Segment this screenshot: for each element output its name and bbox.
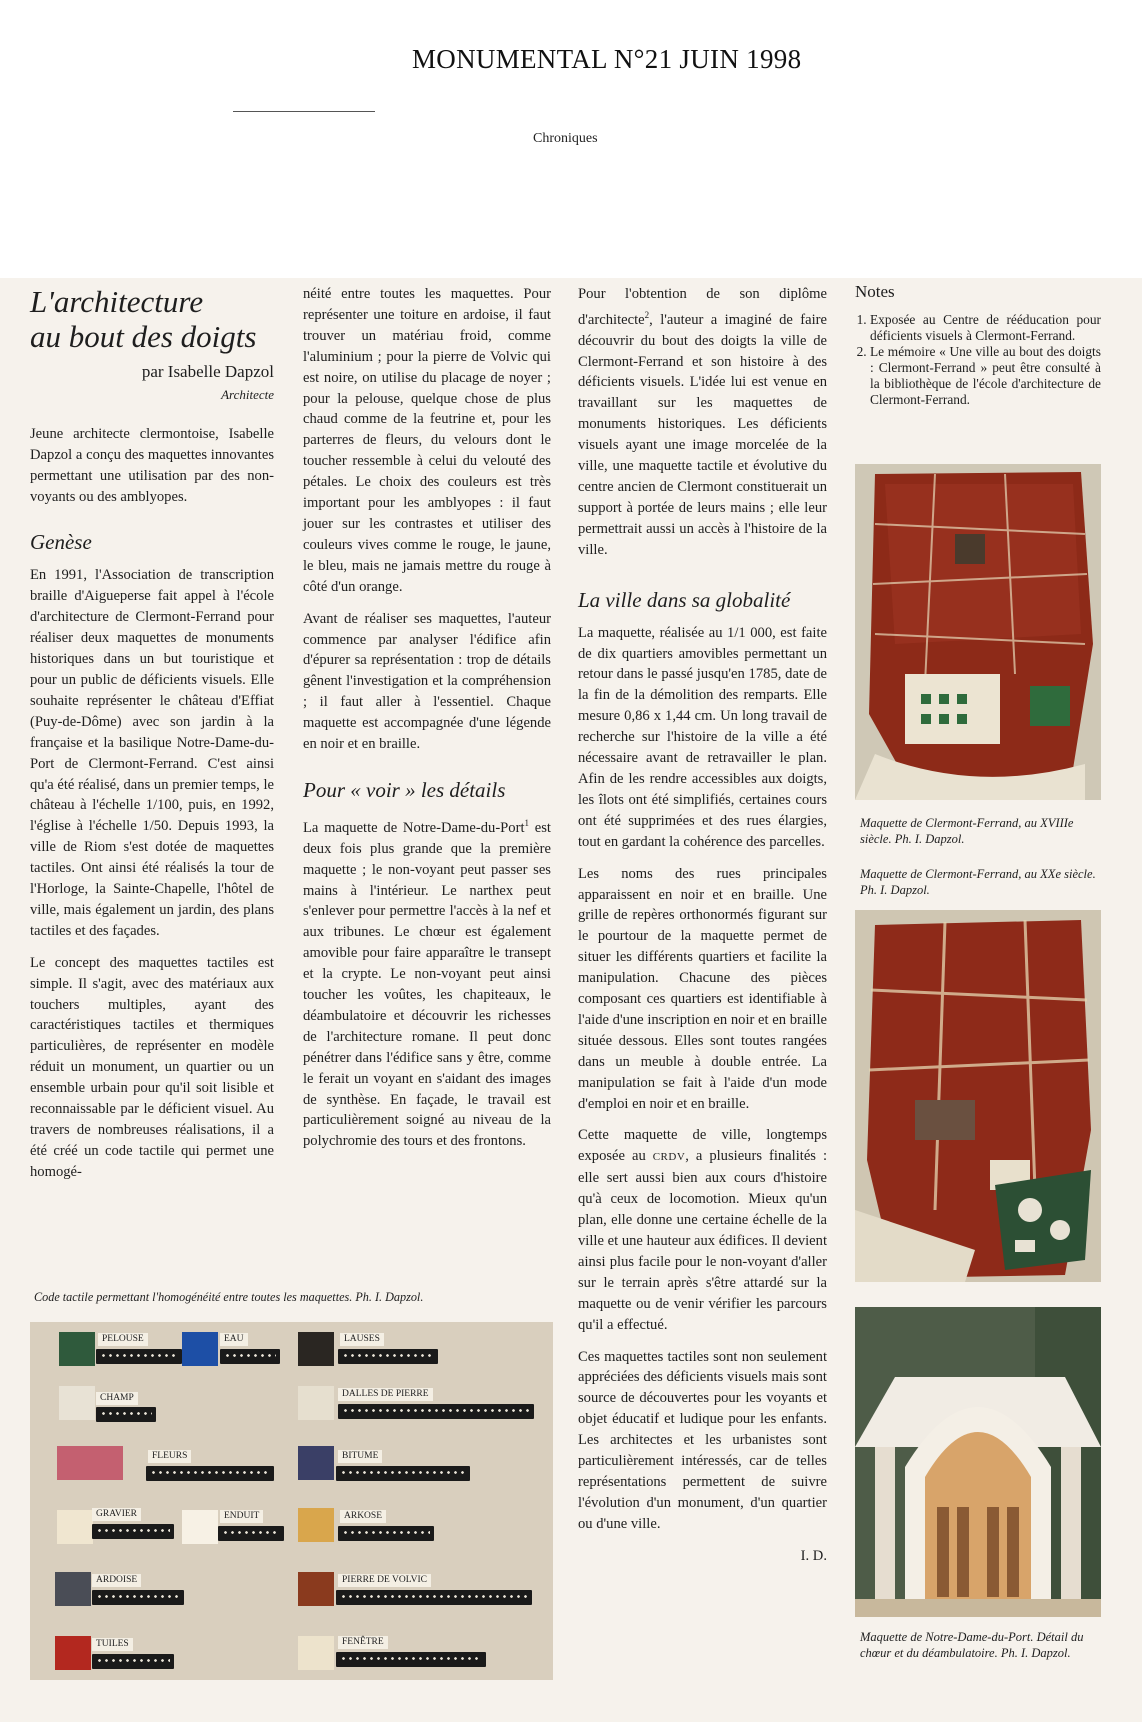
- notes-block: [855, 282, 1101, 408]
- chapel-model-image: [855, 1307, 1101, 1617]
- heading-ville: La ville dans sa globalité: [578, 587, 791, 612]
- article-title-line-1: L'architecture: [30, 284, 204, 319]
- note-1: 1. Exposée au Centre de rééducation pour déficients visuels à Clermont-Ferrand.: [870, 312, 1101, 344]
- paragraph-9-start: Cette maquette de ville, longtemps exposée au: [578, 1127, 827, 1165]
- paragraph-6-start: Pour l'obtention de son diplôme d'architecte: [578, 286, 827, 328]
- paragraph-1: En 1991, l'Association de transcription braille d'Aigueperse fait appel à l'école d'architecture de Clermont-Ferrand pour réaliser deux maquettes de monuments historiques dans un but touristique et pour un public de déficients visuels. Elle souhaite représenter le château d'Effiat (Puy-de-Dôme) avec son jardin à la française et la basilique Notre-Dame-du-Port de Clermont-Ferrand. C'est ainsi qu'a été réalisé, dans un premier temps, le château à l'échelle 1/100, puis, en 1992, l'église à l'échelle 1/50. Depuis 1993, la ville de Riom s'est dotée de maquettes tactiles. Ont ainsi été réalisés la tour de l'Horloge, la Sainte-Chapelle, l'hôtel de ville, mais également un jardin, des plans tactiles et des façades.: [30, 567, 274, 939]
- notes-list: [855, 312, 1101, 408]
- photo-notre-dame-du-port: [855, 1307, 1101, 1617]
- braille-enduit: [218, 1526, 284, 1541]
- braille-champ: [96, 1407, 156, 1422]
- label-fleurs: FLEURS: [148, 1450, 191, 1463]
- paragraph-6-rest: , l'auteur a imaginé de faire découvrir du bout des doigts la ville de Clermont-Ferrand et son histoire à des déficients visuels. L'idée lui est venue en travaillant sur les maquettes de monuments historiques. Les déficients visuels ayant une image morcelée de la ville, une maquette tactile et évolutive du centre ancien de Clermont constituerait un support à portée de leurs mains ; elle leur permettrait aussi un accès à l'histoire de la ville.: [578, 311, 827, 558]
- braille-bitume: [336, 1466, 470, 1481]
- swatch-ardoise: [55, 1572, 91, 1606]
- column-3: [578, 284, 827, 1567]
- swatch-pelouse: [59, 1332, 95, 1366]
- label-pierre-de-volvic: PIERRE DE VOLVIC: [338, 1574, 431, 1587]
- article-title: [30, 284, 274, 354]
- header-rule: [233, 111, 375, 112]
- swatch-gravier: [57, 1510, 93, 1544]
- footnote-ref-2: 2: [644, 309, 650, 320]
- note-2: 2. Le mémoire « Une ville au bout des doigts : Clermont-Ferrand » peut être consulté à la bibliothèque de l'école d'architecture de Clermont-Ferrand.: [870, 344, 1101, 408]
- braille-eau: [220, 1349, 280, 1364]
- paragraph-9-rest: , a plusieurs finalités : elle sert aussi bien aux cours d'histoire qu'à ceux de locomotion. Mieux qu'un plan, elle donne une certaine échelle de la ville et une hauteur aux édifices. Il devient ainsi plus facile pour le non-voyant d'aller sur le terrain après s'être attardé sur la maquette ou de venir vérifier les parcours qu'il a effectué.: [578, 1148, 827, 1333]
- caption-chapel: Maquette de Notre-Dame-du-Port. Détail du chœur et du déambulatoire. Ph. I. Dapzol.: [860, 1630, 1084, 1660]
- author-role: Architecte: [221, 386, 274, 402]
- signature: I. D.: [800, 1547, 827, 1564]
- swatch-champ: [59, 1386, 95, 1420]
- paragraph-10: Ces maquettes tactiles sont non seulement appréciées des déficients visuels mais sont source de découvertes pour les voyants et objet éducatif et ludique pour les enfants. Les architectes et les urbanistes sont particulièrement intéressés, car de telles représentations permettent de suivre l'évolution d'un monument, d'un quartier ou d'une ville.: [578, 1348, 827, 1532]
- swatch-eau: [182, 1332, 218, 1366]
- intro-paragraph: Jeune architecte clermontoise, Isabelle Dapzol a conçu des maquettes innovantes permettant une utilisation par des non-voyants ou des amblyopes.: [30, 425, 274, 505]
- label-arkose: ARKOSE: [340, 1510, 386, 1523]
- paragraph-7: La maquette, réalisée au 1/1 000, est faite de dix quartiers amovibles permettant un retour dans le passé jusqu'en 1785, date de la fin de la démolition des remparts. Elle mesure 0,86 x 1,44 cm. Un long travail de recherche sur l'histoire de la ville a été nécessaire avant de retravailler le plan. Afin de les rendre accessibles aux doigts, les îlots ont été simplifiés, certaines cours ont été supprimées et des rues élargies, tout en gardant la cohérence des parcelles.: [578, 624, 827, 850]
- label-lauses: LAUSES: [340, 1333, 384, 1346]
- braille-pierre-de-volvic: [336, 1590, 532, 1605]
- label-gravier: GRAVIER: [92, 1508, 141, 1521]
- paragraph-9: [578, 1125, 827, 1335]
- paragraph-8: Les noms des rues principales apparaissent en noir et en braille. Une grille de repères orthonormés figurant sur le pourtour de la maquette permet de situer les différents quartiers et facilite la manipulation. Chacune des pièces composant ces quartiers est identifiable à l'aide d'une inscription en noir et en braille située dessous. Elles sont toutes rangées dans un meuble à double entrée. La manipulation se fait à l'aide d'un mode d'emploi en noir et en braille.: [578, 865, 827, 1112]
- column-2: [303, 284, 551, 1163]
- swatch-tuiles: [55, 1636, 91, 1670]
- swatch-arkose: [298, 1508, 334, 1542]
- label-bitume: BITUME: [338, 1450, 382, 1463]
- swatch-bitume: [298, 1446, 334, 1480]
- label-eau: EAU: [220, 1333, 248, 1346]
- swatch-lauses: [298, 1332, 334, 1366]
- heading-genese: Genèse: [30, 530, 92, 555]
- section-label: Chroniques: [533, 131, 598, 146]
- photo-clermont-20th-century: [855, 910, 1101, 1282]
- footnote-ref-1: 1: [524, 817, 530, 828]
- city-model-image: [855, 464, 1101, 800]
- label-fenetre: FENÊTRE: [338, 1636, 388, 1649]
- paragraph-4: Avant de réaliser ses maquettes, l'auteur commence par analyser l'édifice afin d'épurer sa représentation : trop de détails gênent l'investigation et la compréhension ; il faut aller à l'essentiel. Chaque maquette est accompagnée d'une légende en noir et en braille.: [303, 610, 551, 753]
- swatch-fenetre: [298, 1636, 334, 1670]
- crdv-acronym: CRDV: [652, 1151, 686, 1164]
- braille-dalles: [338, 1404, 534, 1419]
- label-enduit: ENDUIT: [220, 1510, 263, 1523]
- paragraph-2: Le concept des maquettes tactiles est simple. Il s'agit, avec des matériaux aux touchers multiples, ayant des caractéristiques tactiles et thermiques particulières, de représenter en modèle réduit un monument, un quartier ou un ensemble urbain pour qu'il soit lisible et reconnaissable par le déficient visuel. Au travers de nombreuses réalisations, il a été créé un code tactile qui permet une homogé-: [30, 954, 274, 1180]
- braille-arkose: [338, 1526, 434, 1541]
- braille-tuiles: [92, 1654, 174, 1669]
- label-tuiles: TUILES: [92, 1638, 133, 1651]
- braille-gravier: [92, 1524, 174, 1539]
- caption-city-18th: Maquette de Clermont-Ferrand, au XVIIIe siècle. Ph. I. Dapzol.: [860, 816, 1074, 846]
- swatch-pierre-de-volvic: [298, 1572, 334, 1606]
- article-title-line-2: au bout des doigts: [30, 319, 257, 354]
- paragraph-5: [303, 813, 551, 1152]
- braille-lauses: [338, 1349, 438, 1364]
- magazine-title: MONUMENTAL N°21 JUIN 1998: [412, 44, 802, 74]
- swatch-fleurs: [57, 1446, 123, 1480]
- label-ardoise: ARDOISE: [92, 1574, 141, 1587]
- swatch-dalles: [298, 1386, 334, 1420]
- braille-pelouse: [96, 1349, 182, 1364]
- label-dalles: DALLES DE PIERRE: [338, 1388, 433, 1401]
- tactile-code-board: [30, 1322, 553, 1680]
- notes-title: Notes: [855, 282, 895, 301]
- paragraph-5-rest: est deux fois plus grande que la première maquette ; le non-voyant peut passer ses mains à l'intérieur. Le narthex peut s'enlever pour permettre l'accès à la nef et aux tribunes. Le chœur est également amovible pour faire apparaître le transept et la crypte. Le non-voyant peut ainsi toucher les voûtes, les chapiteaux, le déambulatoire et découvrir les richesses de l'architecture romane. Il peut donc pénétrer dans l'édifice sans y être, comme le ferait un voyant en s'aidant des images de synthèse. En façade, le travail est particulièrement soigné au niveau de la polychromie des tours et des frontons.: [303, 819, 551, 1150]
- label-pelouse: PELOUSE: [98, 1333, 148, 1346]
- label-champ: CHAMP: [96, 1392, 138, 1405]
- paragraph-3: néité entre toutes les maquettes. Pour représenter une toiture en ardoise, il faut trouver un matériau froid, comme l'aluminium ; pour la pierre de Volvic qui est noire, on utilise du placage de noyer ; pour la pelouse, quelque chose de plus chaud comme de la feutrine et, pour les parterres de fleurs, du velours dont le toucher ressemble à celui du velouté des pétales. Le choix des couleurs est très important pour les amblyopes : il faut jouer sur les contrastes et utiliser des couleurs vives comme le rouge, le jaune, le bleu, mais ne jamais mettre du rouge à côté d'un orange.: [303, 286, 551, 595]
- swatch-enduit: [182, 1510, 218, 1544]
- braille-fenetre: [336, 1652, 486, 1667]
- braille-fleurs: [146, 1466, 274, 1481]
- braille-ardoise: [92, 1590, 184, 1605]
- caption-city-20th: Maquette de Clermont-Ferrand, au XXe siècle. Ph. I. Dapzol.: [860, 867, 1096, 897]
- paragraph-5-start: La maquette de Notre-Dame-du-Port: [303, 819, 525, 836]
- photo-clermont-18th-century: [855, 464, 1101, 800]
- caption-tactile-code: Code tactile permettant l'homogénéité entre toutes les maquettes. Ph. I. Dapzol.: [34, 1290, 424, 1304]
- city-model-image-2: [855, 910, 1101, 1282]
- byline: par Isabelle Dapzol: [141, 362, 274, 381]
- paragraph-6: [578, 284, 827, 561]
- heading-voir: Pour « voir » les détails: [303, 777, 506, 802]
- column-1: [30, 284, 274, 1194]
